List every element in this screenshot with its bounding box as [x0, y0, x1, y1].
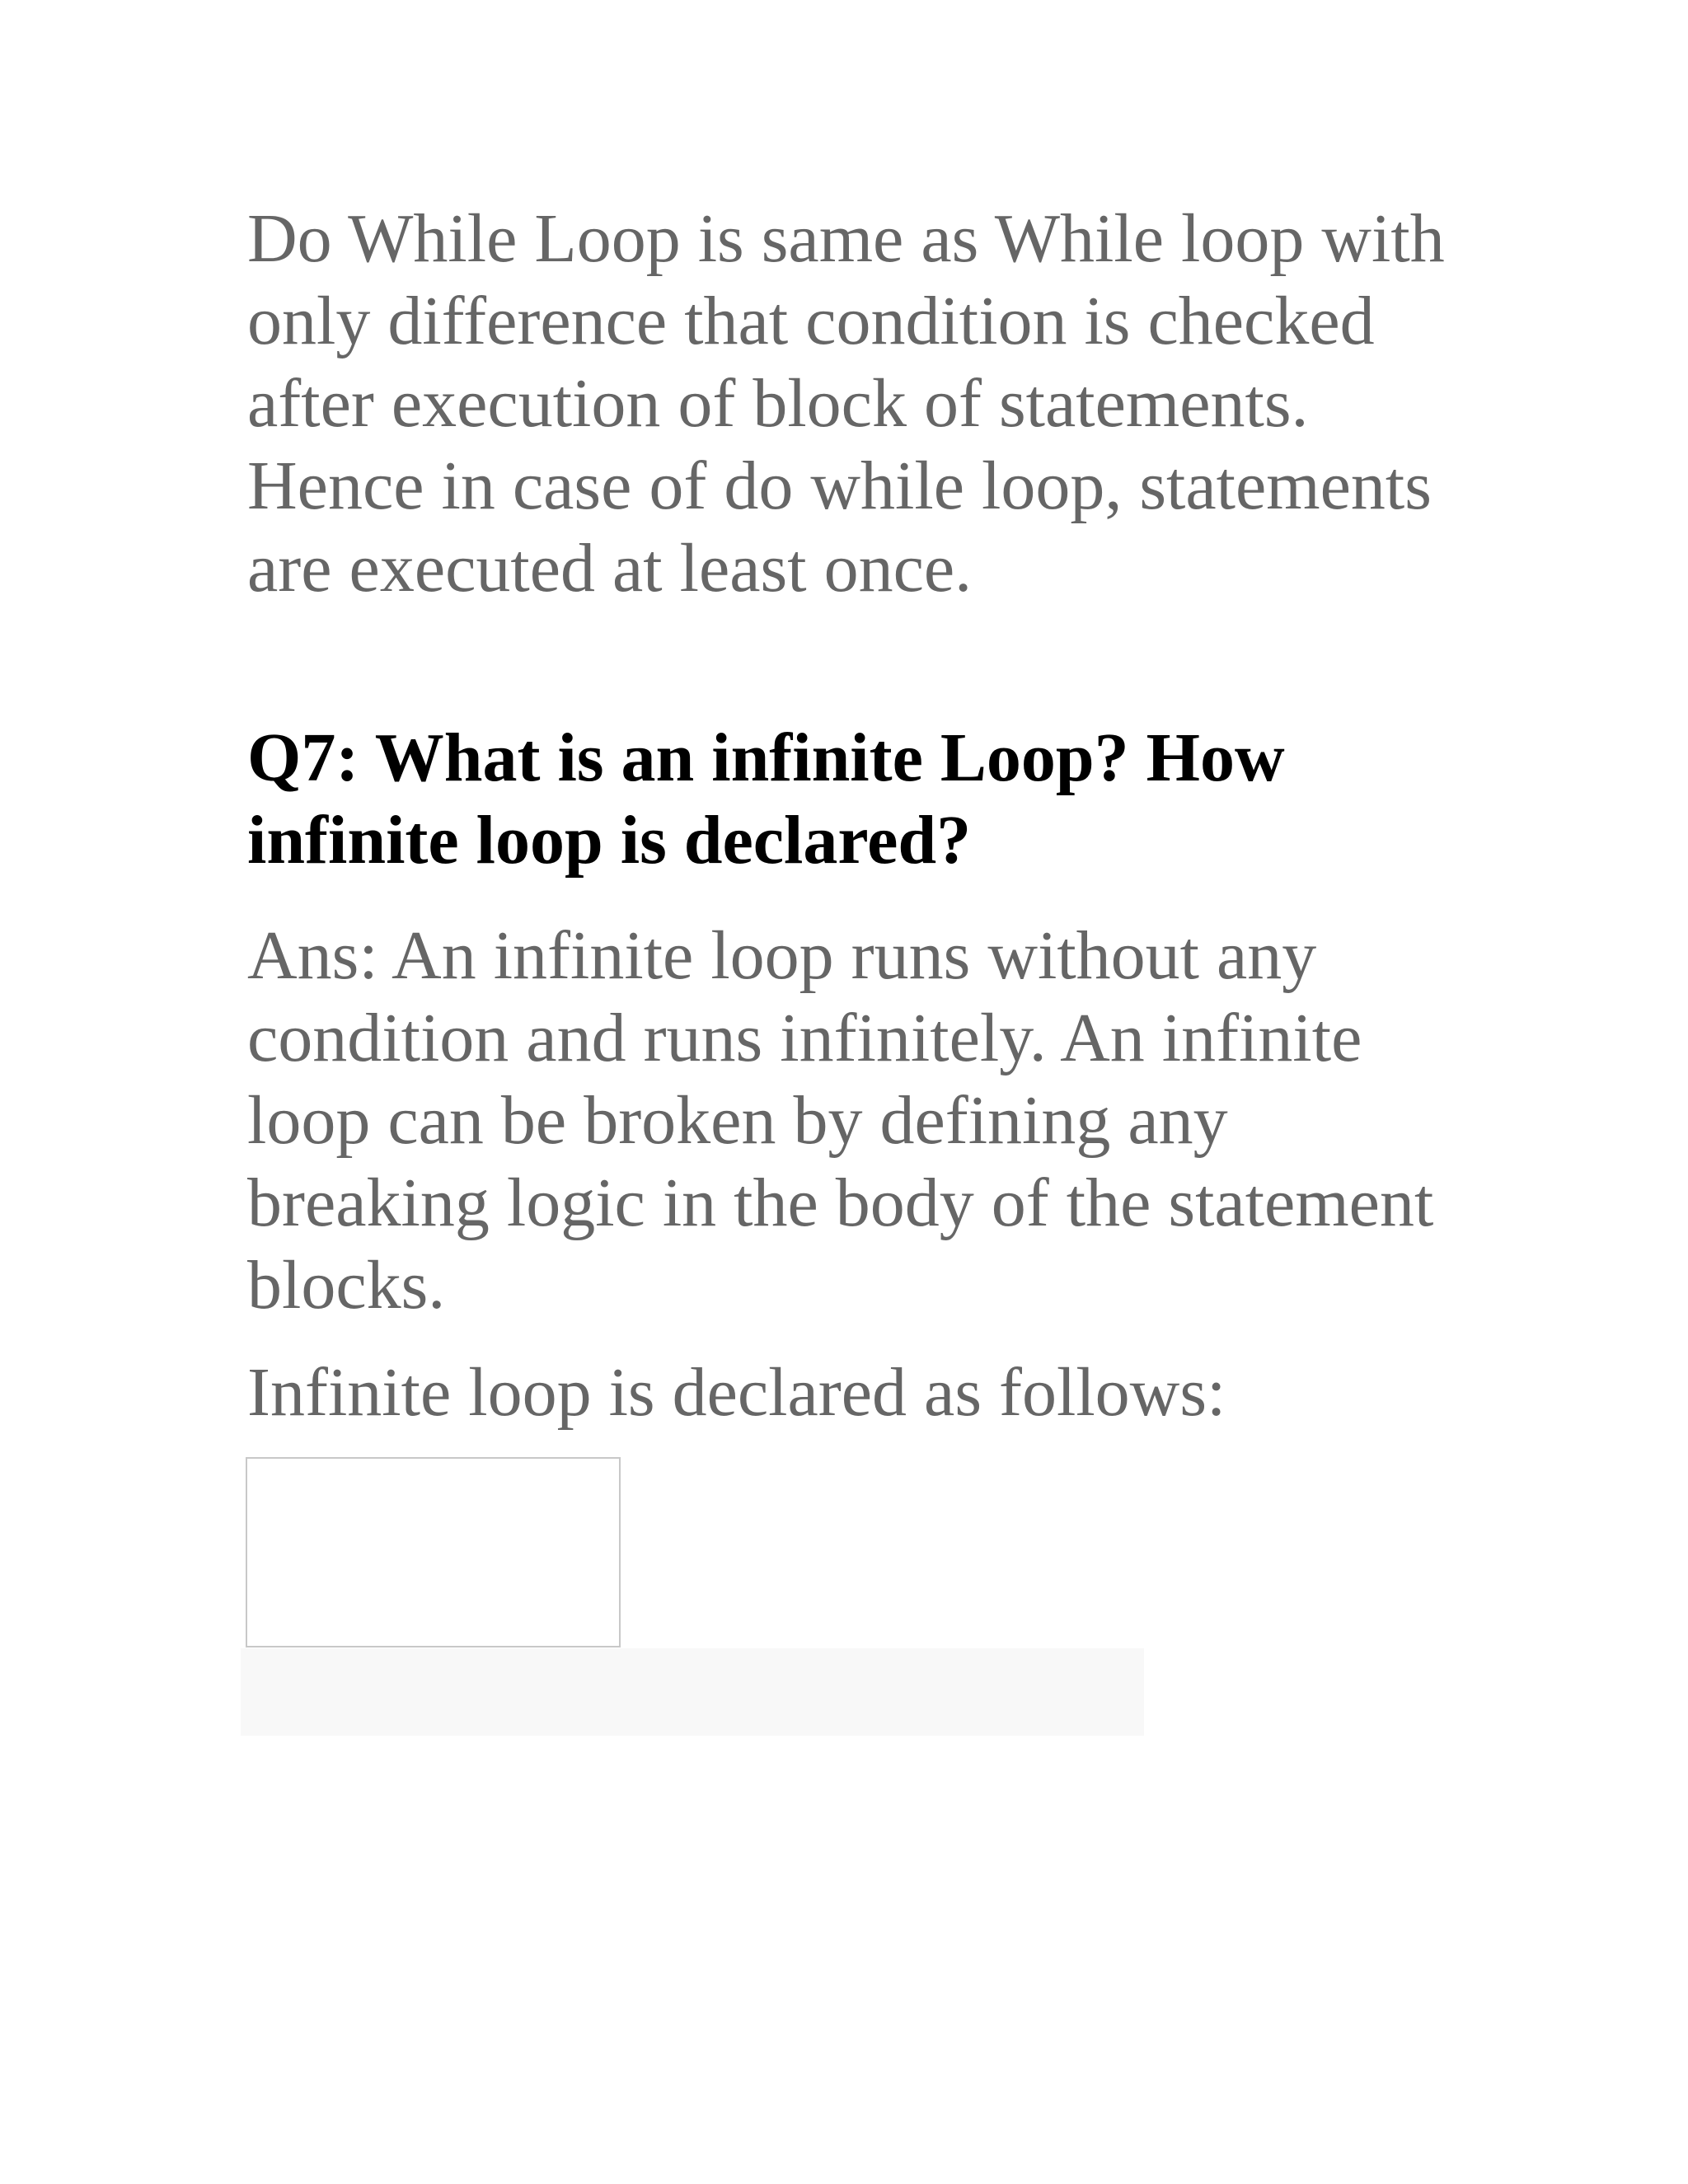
answer-paragraph: Ans: An infinite loop runs without any condition and runs infinitely. An infinite loop can be broken by defining any breaking logic in the body of the statement blocks.	[247, 917, 1434, 1324]
code-image-placeholder	[246, 1457, 621, 1647]
declaration-intro: Infinite loop is declared as follows:	[247, 1354, 1226, 1431]
question-heading-q7: Q7: What is an infinite Loop? How infinite loop is declared?	[247, 719, 1285, 879]
code-block-background	[241, 1648, 1144, 1736]
do-while-explanation-paragraph: Do While Loop is same as While loop with only difference that condition is checked after execution of block of statements. Hence in case of do while loop, statements are executed at least once.	[247, 200, 1445, 607]
